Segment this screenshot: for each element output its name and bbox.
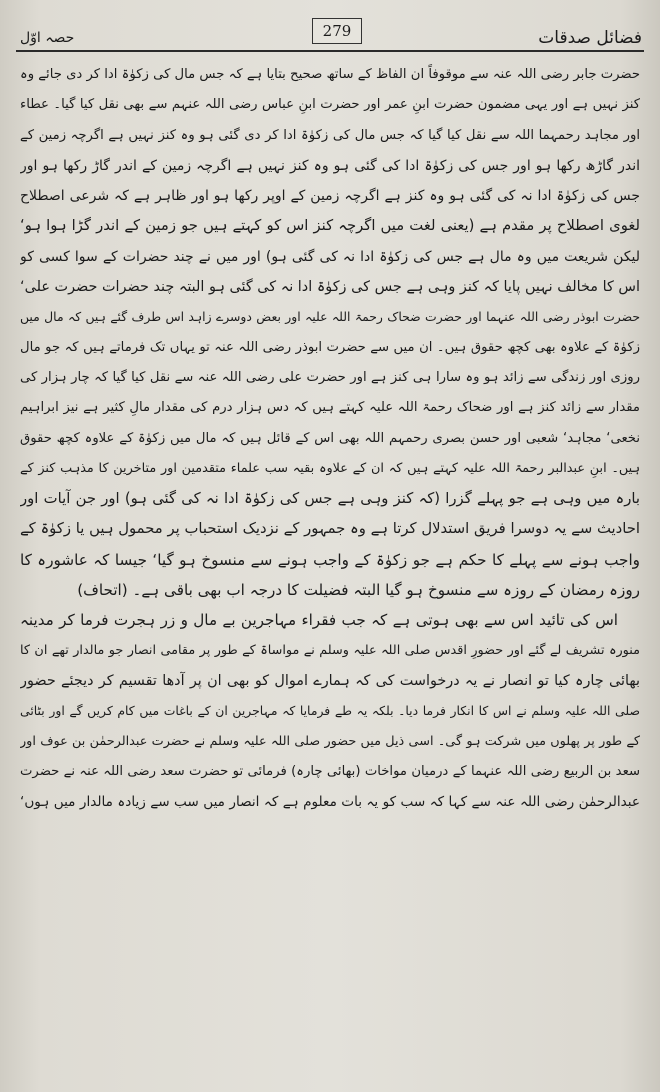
text-line: واجب ہونے سے پہلے کا حکم ہے جو زکوٰۃ کے واجب ہونے سے منسوخ ہو گیا‘ جیسا کہ عاشورہ کا [20,550,640,569]
body-text [20,60,640,817]
text-line: صلی اللہ علیہ وسلم نے اس کا انکار فرما دیا۔ بلکہ یہ طے فرمایا کہ مہاجرین ان کے باغات میں کام کریں گے اور بٹائی [20,703,640,719]
text-line: اس کی تائید اس سے بھی ہوتی ہے کہ جب فقراء مہاجرین بے مال و زر ہجرت فرما کر مدینہ [20,611,618,630]
text-line: ہیں۔ ابنِ عبدالبر رحمۃ اللہ علیہ کہتے ہیں کہ ان کے علاوہ بقیہ سب علماء متقدمین اور متاخرین کا مذہب کنز کے [20,460,640,476]
page-number: 279 [312,18,362,44]
text-line: حضرت جابر رضی اللہ عنہ سے موقوفاً ان الفاظ کے ساتھ صحیح بتایا ہے کہ جس مال کی زکوٰۃ ادا کر دی جائے وہ [20,67,640,82]
book-title: فضائل صدقات [538,28,642,48]
text-line: اور مجاہد رحمہما اللہ سے نقل کیا گیا کہ جس مال کی زکوٰۃ ادا کر دی گئی ہو وہ کنز نہیں ہے اگرچہ زمین کے [20,127,640,143]
text-line: لغوی اصطلاح پر مقدم ہے (یعنی لغت میں اگرچہ کنز اس کو کہتے ہیں جو زمین کے اندر گڑا ہوا ہو‘ [20,217,640,235]
text-line: روزہ رمضان کے روزہ سے منسوخ ہو گیا البتہ فضیلت کا درجہ اب بھی باقی ہے۔ (اتحاف) [77,581,640,600]
text-line: اس کا مخالف نہیں پایا کہ کنز وہی ہے جس کی زکوٰۃ ادا نہ کی گئی ہو البتہ چند حضرات حضرت علی‘ [20,279,640,296]
text-line: احادیث سے یہ دوسرا فریق استدلال کرتا ہے وہ جمہور کے نزدیک استحباب پر محمول ہیں یا زکوٰۃ کے [20,520,640,538]
text-line: اندر گاڑھ رکھا ہو اور جس کی زکوٰۃ ادا کی گئی ہو وہ کنز نہیں ہے اگرچہ زمین کے اندر گاڑ رکھا ہو اور [20,157,640,174]
text-line: حضرت ابوذر رضی اللہ عنہما اور حضرت ضحاک رحمۃ اللہ علیہ اور بعض دوسرے زاہد اس طرف گئے ہیں کہ مال میں [20,309,640,325]
text-line: کے طور پر پھلوں میں شرکت ہو گی۔ اسی ذیل میں حضور صلی اللہ علیہ وسلم نے حضرت عبدالرحمٰن بن عوف اور [20,733,640,749]
text-line: کنز نہیں ہے اور یہی مضمون حضرت ابنِ عمر اور حضرت ابنِ عباس رضی اللہ عنہم سے بھی نقل کیا گیا۔ عطاء [20,97,640,113]
text-line: منورہ تشریف لے گئے اور حضورِ اقدس صلی اللہ علیہ وسلم نے مواساۃ کے طور پر مقامی انصار جو مالدار تھے ان کا [20,642,640,658]
text-line: روزی اور زندگی سے زائد ہو وہ سارا ہی کنز ہے اور حضرت علی رضی اللہ عنہ سے نقل کیا گیا کہ چار ہزار کی [20,369,640,385]
part-label: حصہ اوّل [20,30,75,46]
text-line: بارہ میں وہی ہے جو پہلے گزرا (کہ کنز وہی ہے جس کی زکوٰۃ ادا نہ کی گئی ہو) اور جن آیات اور [20,490,640,508]
text-line: جس کی زکوٰۃ ادا نہ کی گئی ہو وہ کنز ہے اگرچہ زمین کے اوپر رکھا ہو اور ظاہر ہے کہ شرعی اصطلاح [20,188,640,205]
page-header [0,0,660,56]
text-line: مقدار سے زائد کنز ہے اور ضحاک رحمۃ اللہ علیہ کہتے ہیں کہ دس ہزار درم کی مقدار مالِ کثیر ہے نیز ابراہیم [20,400,640,416]
text-line: سعد بن الربیع رضی اللہ عنہما کے درمیان مواخات (بھائی چارہ) فرمائی تو حضرت سعد رضی اللہ عنہ نے حضرت [20,763,640,779]
text-line: لیکن شریعت میں وہ مال ہے جس کی زکوٰۃ ادا نہ کی گئی ہو) اور میں نے چند حضرات کے سوا کسی کو [20,248,640,265]
text-line: نخعی‘ مجاہد‘ شعبی اور حسن بصری رحمہم اللہ بھی اس کے قائل ہیں کہ مال میں زکوٰۃ کے علاوہ کچھ حقوق [20,430,640,446]
text-line: زکوٰۃ کے علاوہ بھی کچھ حقوق ہیں۔ ان میں سے حضرت ابوذر رضی اللہ عنہ تو یہاں تک فرماتے ہیں کہ جو مال [20,339,640,355]
text-line: عبدالرحمٰن رضی اللہ عنہ سے کہا کہ سب کو یہ بات معلوم ہے کہ انصار میں سب سے زیادہ مالدار میں ہوں‘ [20,794,640,811]
text-line: بھائی چارہ کیا تو انصار نے یہ درخواست کی کہ ہمارے اموال کو بھی ان پر آدھا تقسیم کر دیجئے حضور [20,672,640,689]
header-rule [16,50,644,52]
